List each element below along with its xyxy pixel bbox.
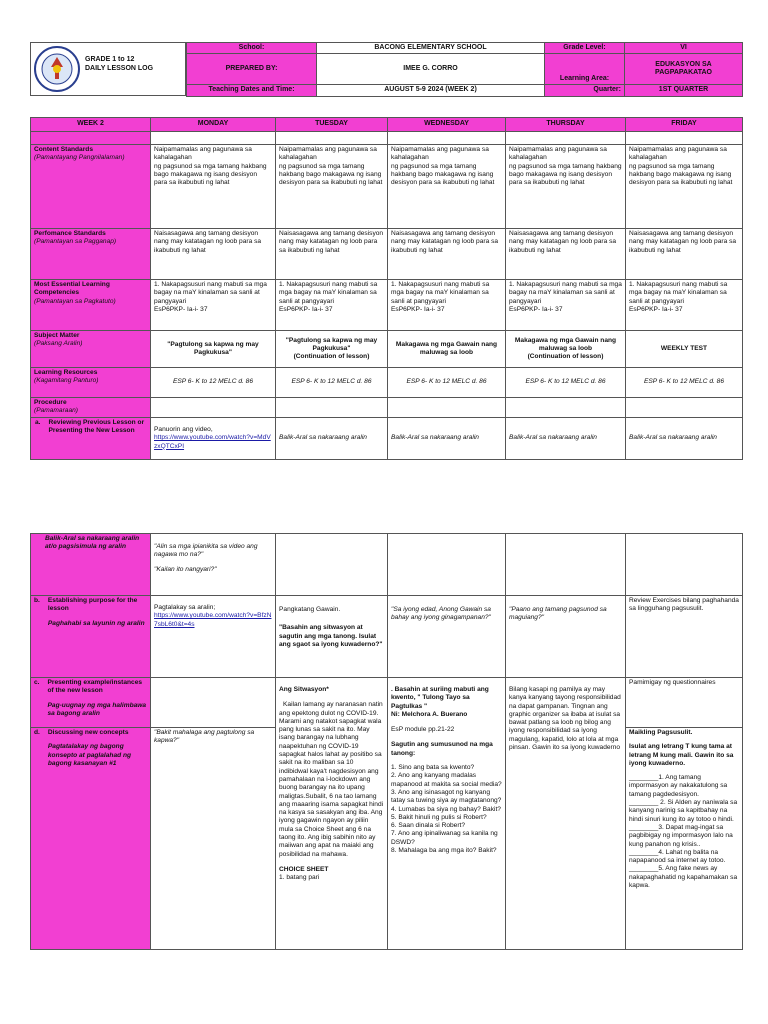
melc-cell: 1. Nakapagsusuri nang mabuti sa mga bagay na maY kinalaman sa sanli at pangyayari EsP6PKP- Ia-i- 37 [151, 280, 276, 331]
melc-cell: 1. Nakapagsusuri nang mabuti sa mga bagay na maY kinalaman sa sanli at pangyayari EsP6PKP- Ia-i- 37 [626, 280, 743, 331]
balik-aral-row [31, 534, 743, 596]
establishing-friday: Review Exercises bilang paghahanda sa lingguhang pagsusulit. [626, 596, 743, 678]
col-friday: FRIDAY [626, 118, 743, 132]
melc-cell: 1. Nakapagsusuri nang mabuti sa mga bagay na maY kinalaman sa sanli at pangyayari EsP6PKP- Ia-i- 37 [276, 280, 388, 331]
presenting-tuesday: Ang Sitwasyon* Kailan lamang ay naranasan natin ang epektong dulot ng COVID-19. Marami ang natakot sapagkat wala pang lunas sa sakit na ito. May isang barangay na lubhang naapektuhan ng COVID-19 sapagkat halos lahat ay positibo sa sakit na ito maliban sa 10 indibidwal kaya't nagdesisyon ang pamahalaan na i-lockdown ang buong barangay na ito upang maligtas.Subalit, 6 na tao lamang ang maaaring isama sapagkat hindi na kasya sa sasakyan ang iba. Ang iyong gagawin ngayon ay piliin mula sa Choice Sheet ang 6 na taong ito. Ang ibig sabihin nito ay maiiwan ang apat na maiaki ang posibilidad na mahawa. CHOICE SHEET 1. batang pari [276, 678, 388, 950]
presenting-label: c. Presenting example/instances of the new lesson Pag-uugnay ng mga halimbawa sa bagong aralin [31, 678, 151, 728]
learning-area-label: Learning Area: [545, 54, 625, 85]
resource-cell: ESP 6- K to 12 MELC d. 86 [276, 368, 388, 398]
dates-label: Teaching Dates and Time: [187, 85, 317, 96]
reviewing-cell: Balik-Aral sa nakaraang aralin [276, 418, 388, 460]
subject-cell: WEEKLY TEST [626, 331, 743, 368]
subject-cell: Makagawa ng mga Gawain nang maluwag sa loob (Continuation of lesson) [506, 331, 626, 368]
content-standards-label: Content Standards (Pamantayang Pangnilalaman) [31, 145, 151, 229]
quarter-label: Quarter: [545, 85, 625, 96]
school-label: School: [187, 43, 317, 54]
col-monday: MONDAY [151, 118, 276, 132]
deped-seal-icon [33, 45, 81, 93]
performance-standards-row [31, 229, 743, 280]
resource-cell: ESP 6- K to 12 MELC d. 86 [626, 368, 743, 398]
reviewing-monday: Panuorin ang video, https://www.youtube.com/watch?v=MdVzxQTCxPI [151, 418, 276, 460]
melc-row [31, 280, 743, 331]
subject-cell: "Pagtulong sa kapwa ng may Pagkukusa" (Continuation of lesson) [276, 331, 388, 368]
subject-cell: Makagawa ng mga Gawain nang maluwag sa loob [388, 331, 506, 368]
learning-resources-row [31, 368, 743, 398]
grade-level-value: VI [625, 43, 743, 54]
content-cell: Naipamamalas ang pagunawa sa kahalagahan ng pagsunod sa mga tamang hakbang bago makagawa ng isang desisyon para sa ikabubuti ng lahat [388, 145, 506, 229]
performance-cell: Naisasagawa ang tamang desisyon nang may katatagan ng loob para sa ikabubuti ng lahat [151, 229, 276, 280]
prepared-by-value: IMEE G. CORRO [317, 54, 545, 85]
subject-matter-label: Subject Matter (Paksang Aralin) [31, 331, 151, 368]
establishing-tuesday: Pangkatang Gawain. "Basahin ang sitwasyon at sagutin ang mga tanong. Isulat ang sgaot sa iyong kuwaderno?" [276, 596, 388, 678]
col-tuesday: TUESDAY [276, 118, 388, 132]
subject-matter-row [31, 331, 743, 368]
melc-cell: 1. Nakapagsusuri nang mabuti sa mga bagay na maY kinalaman sa sanli at pangyayari EsP6PKP- Ia-i- 37 [388, 280, 506, 331]
reviewing-cell: Balik-Aral sa nakaraang aralin [388, 418, 506, 460]
establishing-label: b. Establishing purpose for the lesson Paghahabi sa layunin ng aralin [31, 596, 151, 678]
title-line-2: DAILY LESSON LOG [85, 65, 154, 72]
performance-cell: Naisasagawa ang tamang desisyon nang may katatagan ng loob para sa ikabubuti ng lahat [276, 229, 388, 280]
discussing-monday: "Bakit mahalaga ang pagtulong sa kapwa?" [151, 728, 276, 950]
reviewing-row [31, 418, 743, 460]
presenting-thursday: Bilang kasapi ng pamilya ay may kanya kanyang tayong responsibilidad na dapat gampanan. Tingnan ang graphic organizer sa ibaba at isulat sa bawat patlang sa loob ng bilog ang iyong responsibilidad sa iyong magulang, kapatid, lolo at lola at mga pinsan. Gawin ito sa iyong kuwaderno [506, 678, 626, 950]
reviewing-cell: Balik-Aral sa nakaraang aralin [626, 418, 743, 460]
reviewing-cell: Balik-Aral sa nakaraang aralin [506, 418, 626, 460]
content-cell: Naipamamalas ang pagunawa sa kahalagahan ng pagsunod sa mga tamang hakbang bago makagawa ng isang desisyon para sa ikabubuti ng lahat [506, 145, 626, 229]
establishing-thursday: "Paano ang tamang pagsunod sa maguiang?" [506, 596, 626, 678]
youtube-link[interactable]: https://www.youtube.com/watch?v=BfzN7sbL6t0&t=4s [154, 612, 272, 628]
school-value: BACONG ELEMENTARY SCHOOL [317, 43, 545, 54]
balik-aral-label: Balik-Aral sa nakaraang aralin at/o pagsisimula ng aralin [31, 534, 151, 596]
resource-cell: ESP 6- K to 12 MELC d. 86 [506, 368, 626, 398]
lesson-log-title-box [30, 42, 186, 96]
establishing-wednesday: "Sa iyong edad, Anong Gawain sa bahay ang iyong ginagampanan?" [388, 596, 506, 678]
title-line-1: GRADE 1 to 12 [85, 56, 135, 63]
youtube-link[interactable]: https://www.youtube.com/watch?v=MdVzxQTCxPI [154, 434, 271, 450]
presenting-row [31, 678, 743, 728]
dates-value: AUGUST 5-9 2024 (WEEK 2) [317, 85, 545, 96]
establishing-monday: Pagtalakay sa aralin; https://www.youtube.com/watch?v=BfzN7sbL6t0&t=4s [151, 596, 276, 678]
melc-label: Most Essential Learning Competencies (Pamantayan sa Pagkatuto) [31, 280, 151, 331]
lesson-table-page-2 [30, 533, 743, 950]
learning-area-value: EDUKASYON SA PAGPAPAKATAO [625, 54, 743, 85]
learning-resources-label: Learning Resources (Kagamitang Panturo) [31, 368, 151, 398]
performance-cell: Naisasagawa ang tamang desisyon nang may katatagan ng loob para sa ikabubuti ng lahat [626, 229, 743, 280]
quarter-value: 1ST QUARTER [625, 85, 743, 96]
presenting-friday: Pamimigay ng questionnaires [626, 678, 743, 728]
presenting-wednesday: . Basahin at suriing mabuti ang kwento, " Tulong Tayo sa Pagtulkas " Ni: Melchora A. Buerano EsP module pp.21-22 Sagutin ang sumusunod na mga tanong: 1. Sino ang bata sa kwento? 2. Ano ang kanyang madalas mapanood at makita sa social media? 3. Ano ang isinasagot ng kanyang tatay sa tuwing siya ay magtatanong? 4. Lumabas ba siya ng bahay? Bakit? 5. Bakit hinuli ng pulis si Robert? 6. Saan dinala si Robert? 7. Ano ang ipinaliwanag sa kanila ng DSWD? 8. Mahalaga ba ang mga ito? Bakit? [388, 678, 506, 950]
subject-cell: "Pagtulong sa kapwa ng may Pagkukusa" [151, 331, 276, 368]
performance-cell: Naisasagawa ang tamang desisyon nang may katatagan ng loob para sa ikabubuti ng lahat [506, 229, 626, 280]
content-standards-row [31, 145, 743, 229]
col-thursday: THURSDAY [506, 118, 626, 132]
balik-aral-monday: "Alin sa mga ipianikita sa video ang nagawa mo na?" "Kailan ito nangyari?" [151, 534, 276, 596]
resource-cell: ESP 6- K to 12 MELC d. 86 [151, 368, 276, 398]
grade-level-label: Grade Level: [545, 43, 625, 54]
col-week: WEEK 2 [31, 118, 151, 132]
col-wednesday: WEDNESDAY [388, 118, 506, 132]
discussing-label: d. Discussing new concepts Pagtatalakay ng bagong konsepto at paglalahad ng bagong kasanayan #1 [31, 728, 151, 950]
discussing-friday: Maikling Pagsusulit. Isulat ang letrang T kung tama at letrang M kung mali. Gawin ito sa iyong kuwaderno. ________1. Ang tamang impormasyon ay nakakatulong sa tamang pagdedesisyon. ________ 2. Si Alden ay naniwala sa kanyang narinig sa kapitbahay na hindi sinuri kung ito ay totoo o hindi. ________3. Dapat mag-ingat sa pagbibigay ng impormasyon lalo na kung panahon ng krisis.. ________4. Lahat ng balita na napapanood sa internet ay totoo. ________5. Ang fake news ay nakapaghahatid ng kapahamakan sa kapwa. [626, 728, 743, 950]
prepared-by-label: PREPARED BY: [187, 54, 317, 85]
content-cell: Naipamamalas ang pagunawa sa kahalagahan ng pagsunod sa mga tamang hakbang bago makagawa ng isang desisyon para sa ikabubuti ng lahat [151, 145, 276, 229]
lesson-table-page-1 [30, 117, 743, 460]
performance-cell: Naisasagawa ang tamang desisyon nang may katatagan ng loob para sa ikabubuti ng lahat [388, 229, 506, 280]
melc-cell: 1. Nakapagsusuri nang mabuti sa mga bagay na maY kinalaman sa sanli at pangyayari EsP6PKP- Ia-i- 37 [506, 280, 626, 331]
content-cell: Naipamamalas ang pagunawa sa kahalagahan ng pagsunod sa mga tamang hakbang bago makagawa ng isang desisyon para sa ikabubuti ng lahat [626, 145, 743, 229]
procedure-label: Procedure (Pamamaraan) [31, 398, 151, 418]
reviewing-label: a. Reviewing Previous Lesson or Presenting the New Lesson [31, 418, 151, 460]
resource-cell: ESP 6- K to 12 MELC d. 86 [388, 368, 506, 398]
establishing-row [31, 596, 743, 678]
header-table [186, 42, 743, 97]
performance-standards-label: Perfomance Standards (Pamantayan sa Pagganap) [31, 229, 151, 280]
procedure-row [31, 398, 743, 418]
content-cell: Naipamamalas ang pagunawa sa kahalagahan ng pagsunod sa mga tamang hakbang bago makagawa ng isang desisyon para sa ikabubuti ng lahat [276, 145, 388, 229]
